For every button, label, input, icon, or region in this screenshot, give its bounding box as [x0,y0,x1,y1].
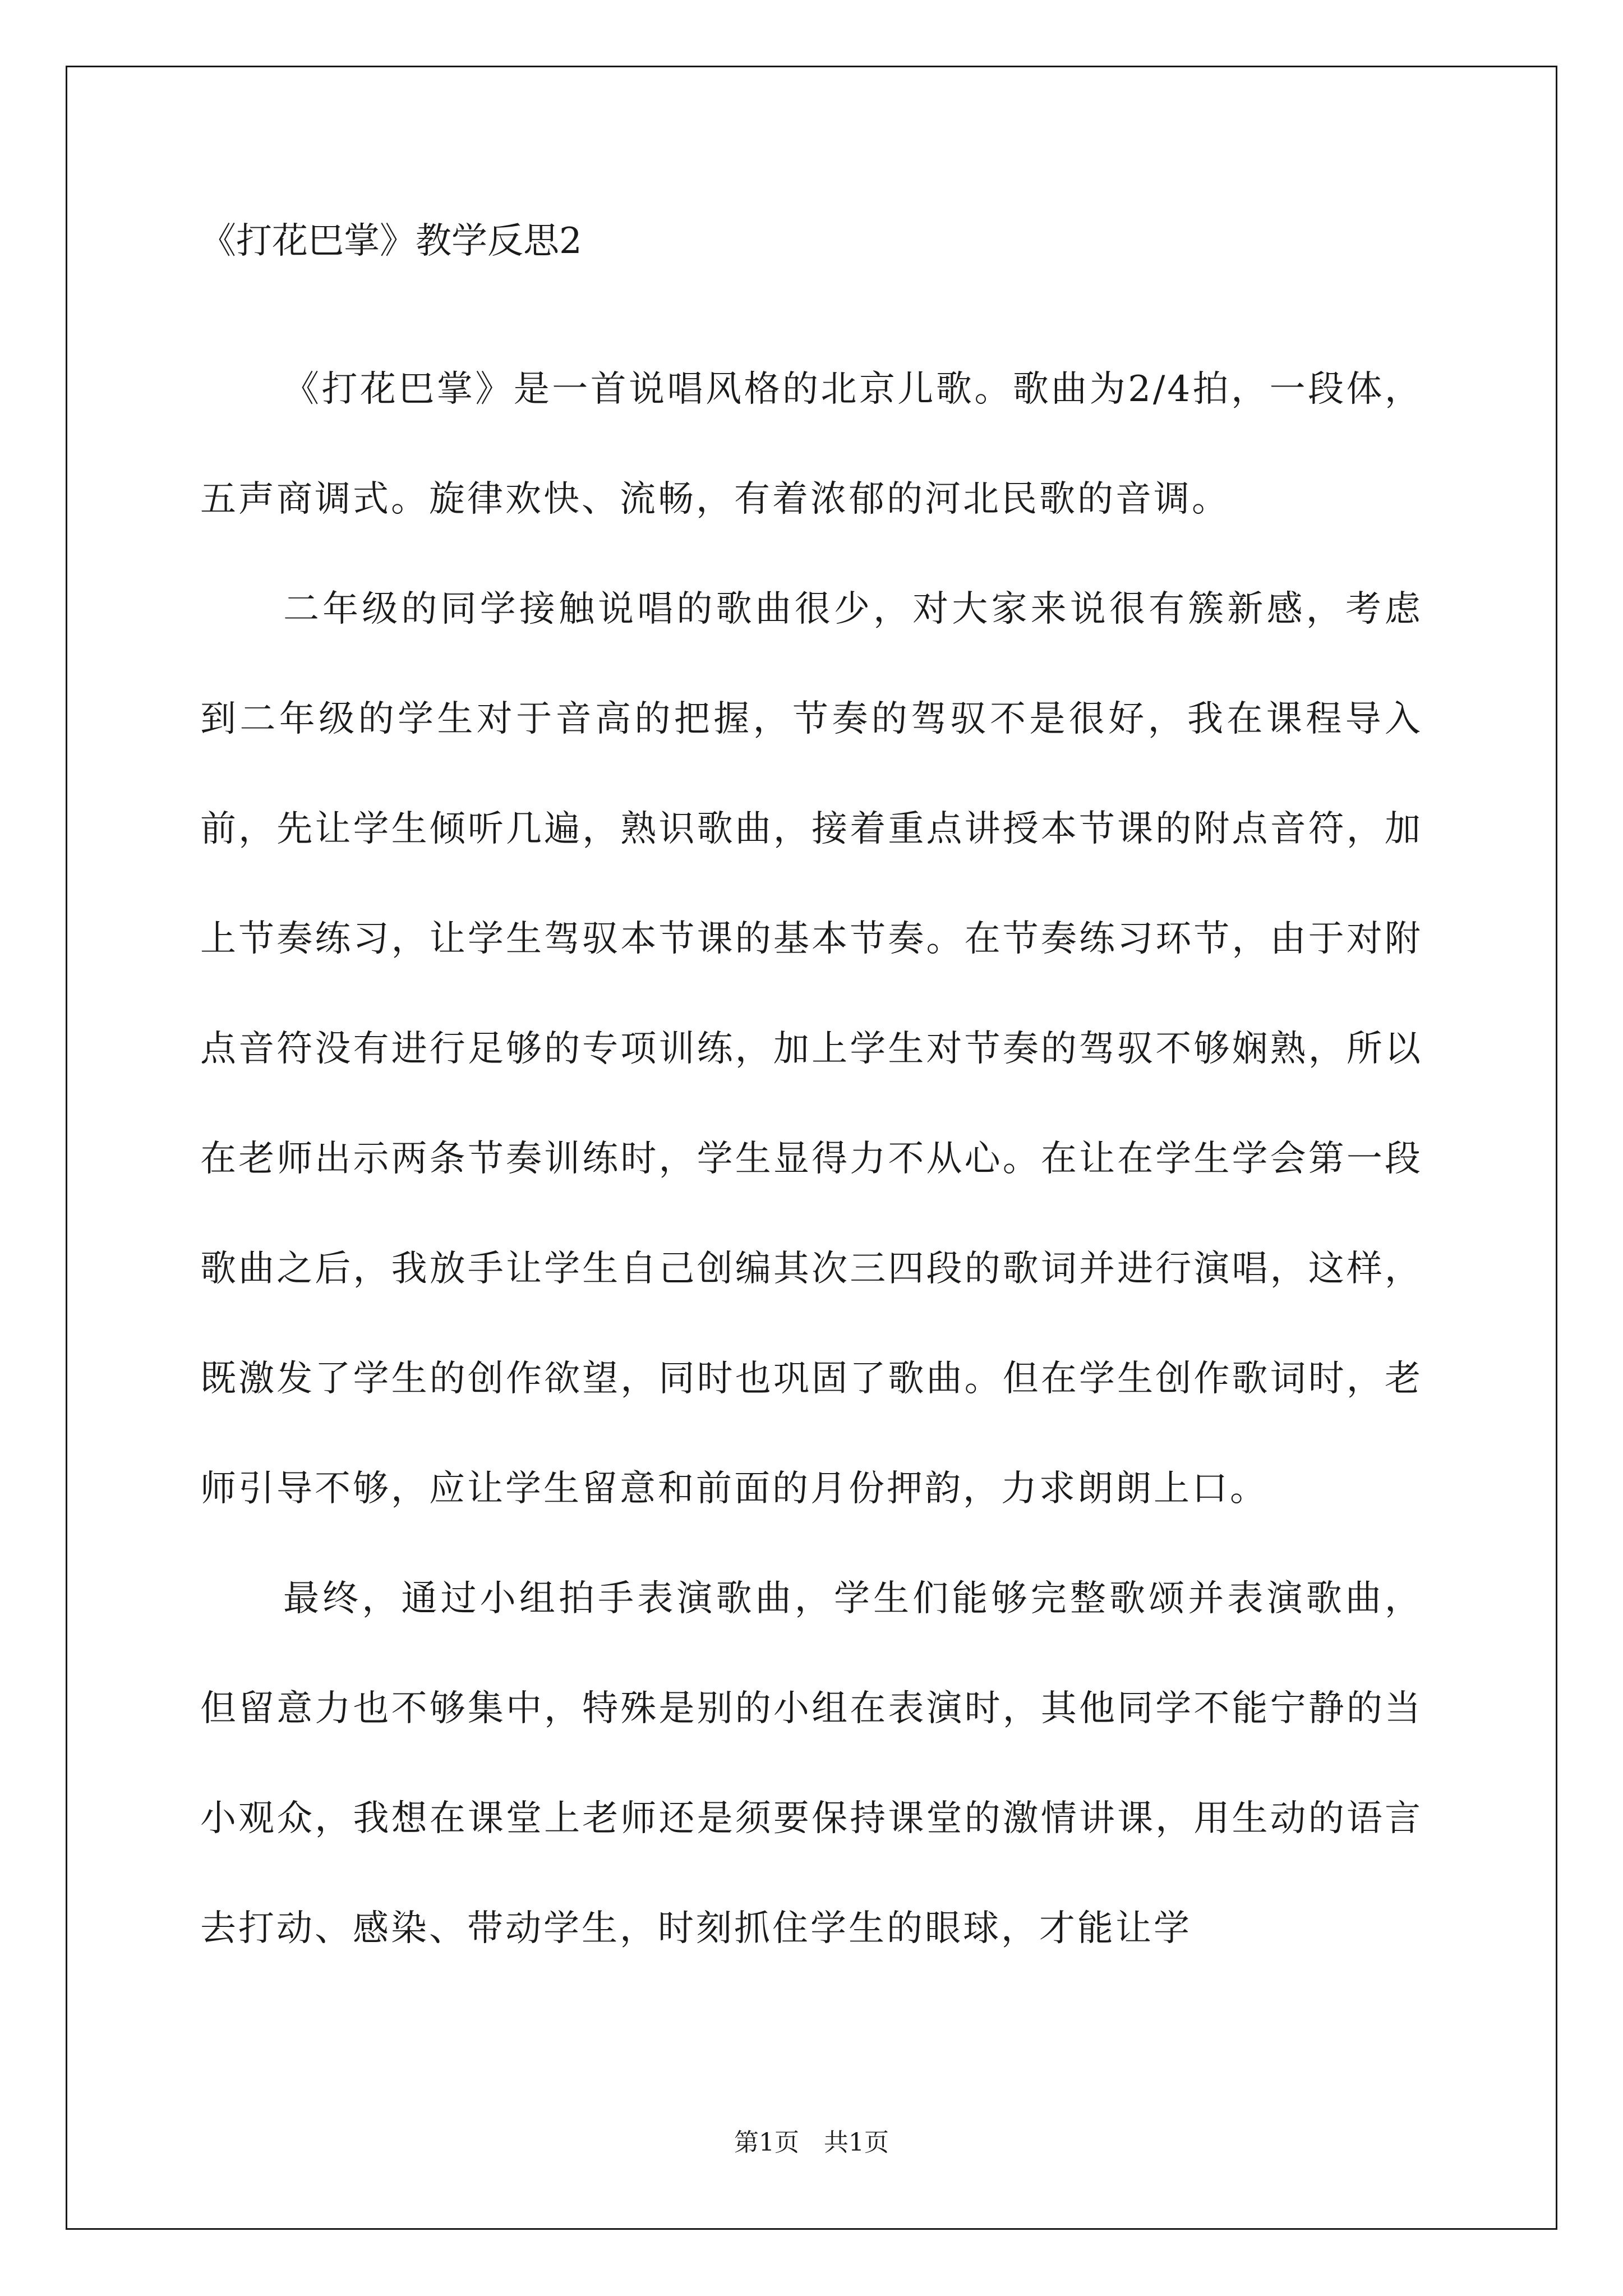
paragraph-teaching-process: 二年级的同学接触说唱的歌曲很少，对大家来说很有簇新感，考虑到二年级的学生对于音高的把握，节奏的驾驭不是很好，我在课程导入前，先让学生倾听几遍，熟识歌曲，接着重点讲授本节课的附点音符，加上节奏练习，让学生驾驭本节课的基本节奏。在节奏练习环节，由于对附点音符没有进行足够的专项训练，加上学生对节奏的驾驭不够娴熟，所以在老师出示两条节奏训练时，学生显得力不从心。在让在学生学会第一段歌曲之后，我放手让学生自己创编其次三四段的歌词并进行演唱，这样，既激发了学生的创作欲望，同时也巩固了歌曲。但在学生创作歌词时，老师引导不够，应让学生留意和前面的月份押韵，力求朗朗上口。 [200,588,1423,1510]
document-body [200,334,1423,1984]
page-number-footer: 第1页 共1页 [734,2128,889,2157]
document-title: 《打花巴掌》教学反思2 [200,220,582,262]
paragraph-conclusion: 最终，通过小组拍手表演歌曲，学生们能够完整歌颂并表演歌曲，但留意力也不够集中，特殊是别的小组在表演时，其他同学不能宁静的当小观众，我想在课堂上老师还是须要保持课堂的激情讲课，用生动的语言去打动、感染、带动学生，时刻抓住学生的眼球，才能让学 [200,1578,1423,1949]
paragraph-intro: 《打花巴掌》是一首说唱风格的北京儿歌。歌曲为2/4拍，一段体，五声商调式。旋律欢快、流畅，有着浓郁的河北民歌的音调。 [200,369,1423,520]
